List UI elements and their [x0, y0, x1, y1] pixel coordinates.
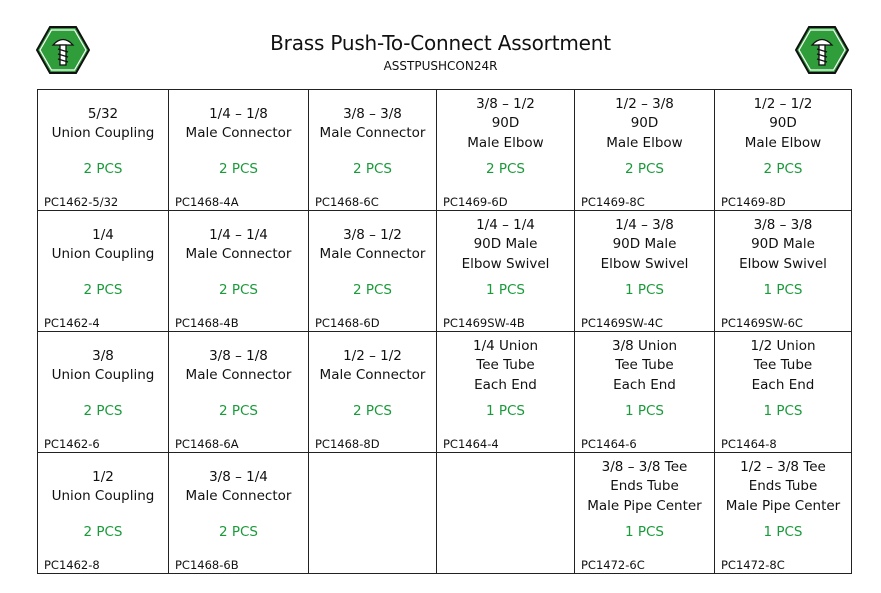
item-quantity: 2 PCS [485, 161, 526, 177]
item-description-line: Tee Tube [753, 357, 813, 374]
item-description-line: 3/8 – 1/8 [209, 347, 268, 364]
grid-cell [309, 453, 437, 574]
item-description [38, 211, 168, 279]
item-quantity: 2 PCS [83, 524, 123, 540]
item-description [169, 90, 308, 158]
item-description-line: 1/2 – 3/8 [615, 95, 674, 112]
grid-cell [309, 211, 437, 332]
part-number: PC1468-6B [175, 558, 239, 572]
assortment-code: ASSTPUSHCON24R [383, 59, 498, 73]
item-description [169, 332, 308, 400]
part-number: PC1464-8 [721, 437, 777, 451]
part-number: PC1469SW-4B [443, 316, 525, 330]
item-quantity: 2 PCS [624, 161, 665, 177]
item-description-line: 3/8 – 3/8 Tee [601, 458, 688, 475]
item-description-line: 3/8 – 1/2 [343, 226, 402, 243]
part-number: PC1464-4 [443, 437, 499, 451]
item-description-line: 90D Male [751, 236, 815, 253]
grid-cell [437, 332, 575, 453]
item-description [309, 211, 436, 279]
item-quantity: 2 PCS [218, 161, 259, 177]
item-description-line: Each End [613, 376, 676, 393]
item-quantity: 1 PCS [485, 403, 526, 419]
item-description-line: 1/2 – 1/2 [753, 95, 813, 112]
item-description-line: 3/8 – 3/8 [343, 105, 402, 122]
part-number: PC1469-8C [581, 195, 645, 209]
part-number: PC1469SW-4C [581, 316, 663, 330]
item-description [309, 90, 436, 158]
item-description-line: 90D Male [612, 236, 677, 253]
part-number: PC1472-6C [581, 558, 645, 572]
item-description-line: 1/2 – 3/8 Tee [740, 458, 826, 475]
item-description [575, 90, 714, 158]
grid-cell [715, 332, 852, 453]
item-description-line: Ends Tube [748, 478, 818, 495]
item-description-line: 1/4 – 3/8 [615, 216, 674, 233]
header [0, 30, 881, 74]
grid-cell [715, 453, 852, 574]
item-description-line: 1/4 – 1/4 [476, 216, 535, 233]
part-number: PC1468-6A [175, 437, 239, 451]
part-number: PC1462-5/32 [44, 195, 119, 209]
item-description [309, 332, 436, 400]
grid-cell [575, 211, 715, 332]
assortment-grid [37, 89, 852, 574]
item-description-line: 3/8 – 3/8 [753, 216, 813, 233]
grid-cell [169, 211, 309, 332]
item-quantity: 1 PCS [624, 403, 665, 419]
item-quantity: 2 PCS [218, 403, 259, 419]
grid-row [38, 453, 852, 574]
item-description-line: 90D [630, 115, 659, 132]
grid-cell [575, 332, 715, 453]
item-description-line: 1/2 Union [750, 337, 816, 354]
grid-cell [437, 90, 575, 211]
grid-cell [38, 90, 169, 211]
item-description-line: 3/8 – 1/4 [209, 468, 268, 485]
part-number: PC1469-6D [443, 195, 508, 209]
item-description [437, 90, 574, 158]
grid-cell [715, 90, 852, 211]
item-description [169, 211, 308, 279]
item-description [715, 211, 851, 279]
item-description-line: Each End [751, 376, 815, 393]
item-quantity: 2 PCS [218, 524, 259, 540]
grid-cell [309, 332, 437, 453]
item-quantity: 1 PCS [624, 282, 665, 298]
item-description [169, 453, 308, 521]
grid-cell [437, 453, 575, 574]
item-description-line: 1/2 [92, 468, 114, 485]
item-description-line: Male Connector [319, 367, 426, 383]
item-description-line: Male Connector [185, 246, 292, 262]
page-title: Brass Push-To-Connect Assortment [270, 31, 611, 55]
part-number: PC1469SW-6C [721, 316, 803, 330]
part-number: PC1462-6 [44, 437, 100, 451]
item-description-line: Male Connector [185, 367, 292, 383]
item-quantity: 2 PCS [352, 161, 393, 177]
part-number: PC1462-8 [44, 558, 100, 572]
grid-cell [715, 211, 852, 332]
item-quantity: 2 PCS [218, 282, 259, 298]
item-quantity: 2 PCS [352, 403, 393, 419]
item-description-line: Each End [474, 376, 537, 393]
item-quantity: 2 PCS [83, 282, 123, 298]
grid-cell [437, 211, 575, 332]
item-description-line: 90D [769, 115, 797, 132]
item-description [715, 332, 851, 400]
item-description-line: Union Coupling [51, 125, 155, 141]
grid-row [38, 332, 852, 453]
grid-cell [575, 90, 715, 211]
item-description-line: Tee Tube [476, 357, 535, 374]
item-description-line: Male Connector [319, 246, 426, 262]
grid-cell [169, 332, 309, 453]
item-description-line: 3/8 [92, 347, 114, 364]
item-description [38, 453, 168, 521]
item-description-line: Union Coupling [51, 488, 155, 504]
grid-cell [169, 453, 309, 574]
item-description [575, 211, 714, 279]
grid-row [38, 211, 852, 332]
item-description [715, 453, 851, 521]
item-description-line: Elbow Swivel [461, 255, 550, 272]
item-description [437, 332, 574, 400]
item-description-line: Ends Tube [610, 478, 679, 495]
item-quantity: 2 PCS [83, 161, 123, 177]
part-number: PC1468-6C [315, 195, 379, 209]
item-quantity: 1 PCS [763, 282, 803, 298]
item-quantity: 2 PCS [763, 161, 803, 177]
grid-cell [38, 211, 169, 332]
item-description-line: Male Elbow [467, 134, 544, 151]
item-quantity: 1 PCS [624, 524, 665, 540]
item-description-line: Elbow Swivel [600, 255, 689, 272]
grid-cell [309, 90, 437, 211]
item-description-line: 5/32 [87, 105, 119, 122]
item-quantity: 2 PCS [83, 403, 123, 419]
item-description-line: 90D Male [473, 236, 538, 253]
part-number: PC1472-8C [721, 558, 785, 572]
part-number: PC1468-8D [315, 437, 380, 451]
part-number: PC1468-6D [315, 316, 380, 330]
item-description-line: Male Connector [319, 125, 426, 141]
item-description-line: 3/8 – 1/2 [476, 95, 535, 112]
item-description-line: 1/4 [92, 226, 114, 243]
item-description-line: Male Pipe Center [587, 497, 702, 514]
part-number: PC1468-4B [175, 316, 239, 330]
item-description-line: Union Coupling [51, 246, 155, 262]
part-number: PC1464-6 [581, 437, 637, 451]
grid-cell [169, 90, 309, 211]
item-description-line: 1/4 – 1/8 [209, 105, 268, 122]
item-description-line: Elbow Swivel [739, 255, 827, 272]
grid-row [38, 90, 852, 211]
item-description [575, 332, 714, 400]
grid-cell [38, 453, 169, 574]
item-description [437, 453, 574, 521]
item-description-line: Male Pipe Center [725, 497, 841, 514]
item-description [38, 332, 168, 400]
item-description [38, 90, 168, 158]
item-description [575, 453, 714, 521]
item-description-line: Male Connector [185, 125, 292, 141]
item-description-line: Male Connector [185, 488, 292, 504]
item-description-line: 90D [491, 115, 520, 132]
part-number: PC1462-4 [44, 316, 100, 330]
item-quantity: 1 PCS [763, 403, 803, 419]
item-description [715, 90, 851, 158]
item-description-line: Union Coupling [51, 367, 155, 383]
item-description [437, 211, 574, 279]
item-description-line: Male Elbow [606, 134, 683, 151]
item-quantity: 1 PCS [485, 282, 526, 298]
item-description [309, 453, 436, 521]
item-description-line: 3/8 Union [611, 337, 678, 354]
item-description-line: 1/4 – 1/4 [209, 226, 268, 243]
grid-cell [575, 453, 715, 574]
item-quantity: 1 PCS [763, 524, 803, 540]
item-description-line: Male Elbow [744, 134, 822, 151]
item-description-line: 1/2 – 1/2 [343, 347, 402, 364]
grid-cell [38, 332, 169, 453]
part-number: PC1468-4A [175, 195, 239, 209]
item-description-line: 1/4 Union [472, 337, 539, 354]
item-description-line: Tee Tube [615, 357, 674, 374]
item-quantity: 2 PCS [352, 282, 393, 298]
part-number: PC1469-8D [721, 195, 786, 209]
